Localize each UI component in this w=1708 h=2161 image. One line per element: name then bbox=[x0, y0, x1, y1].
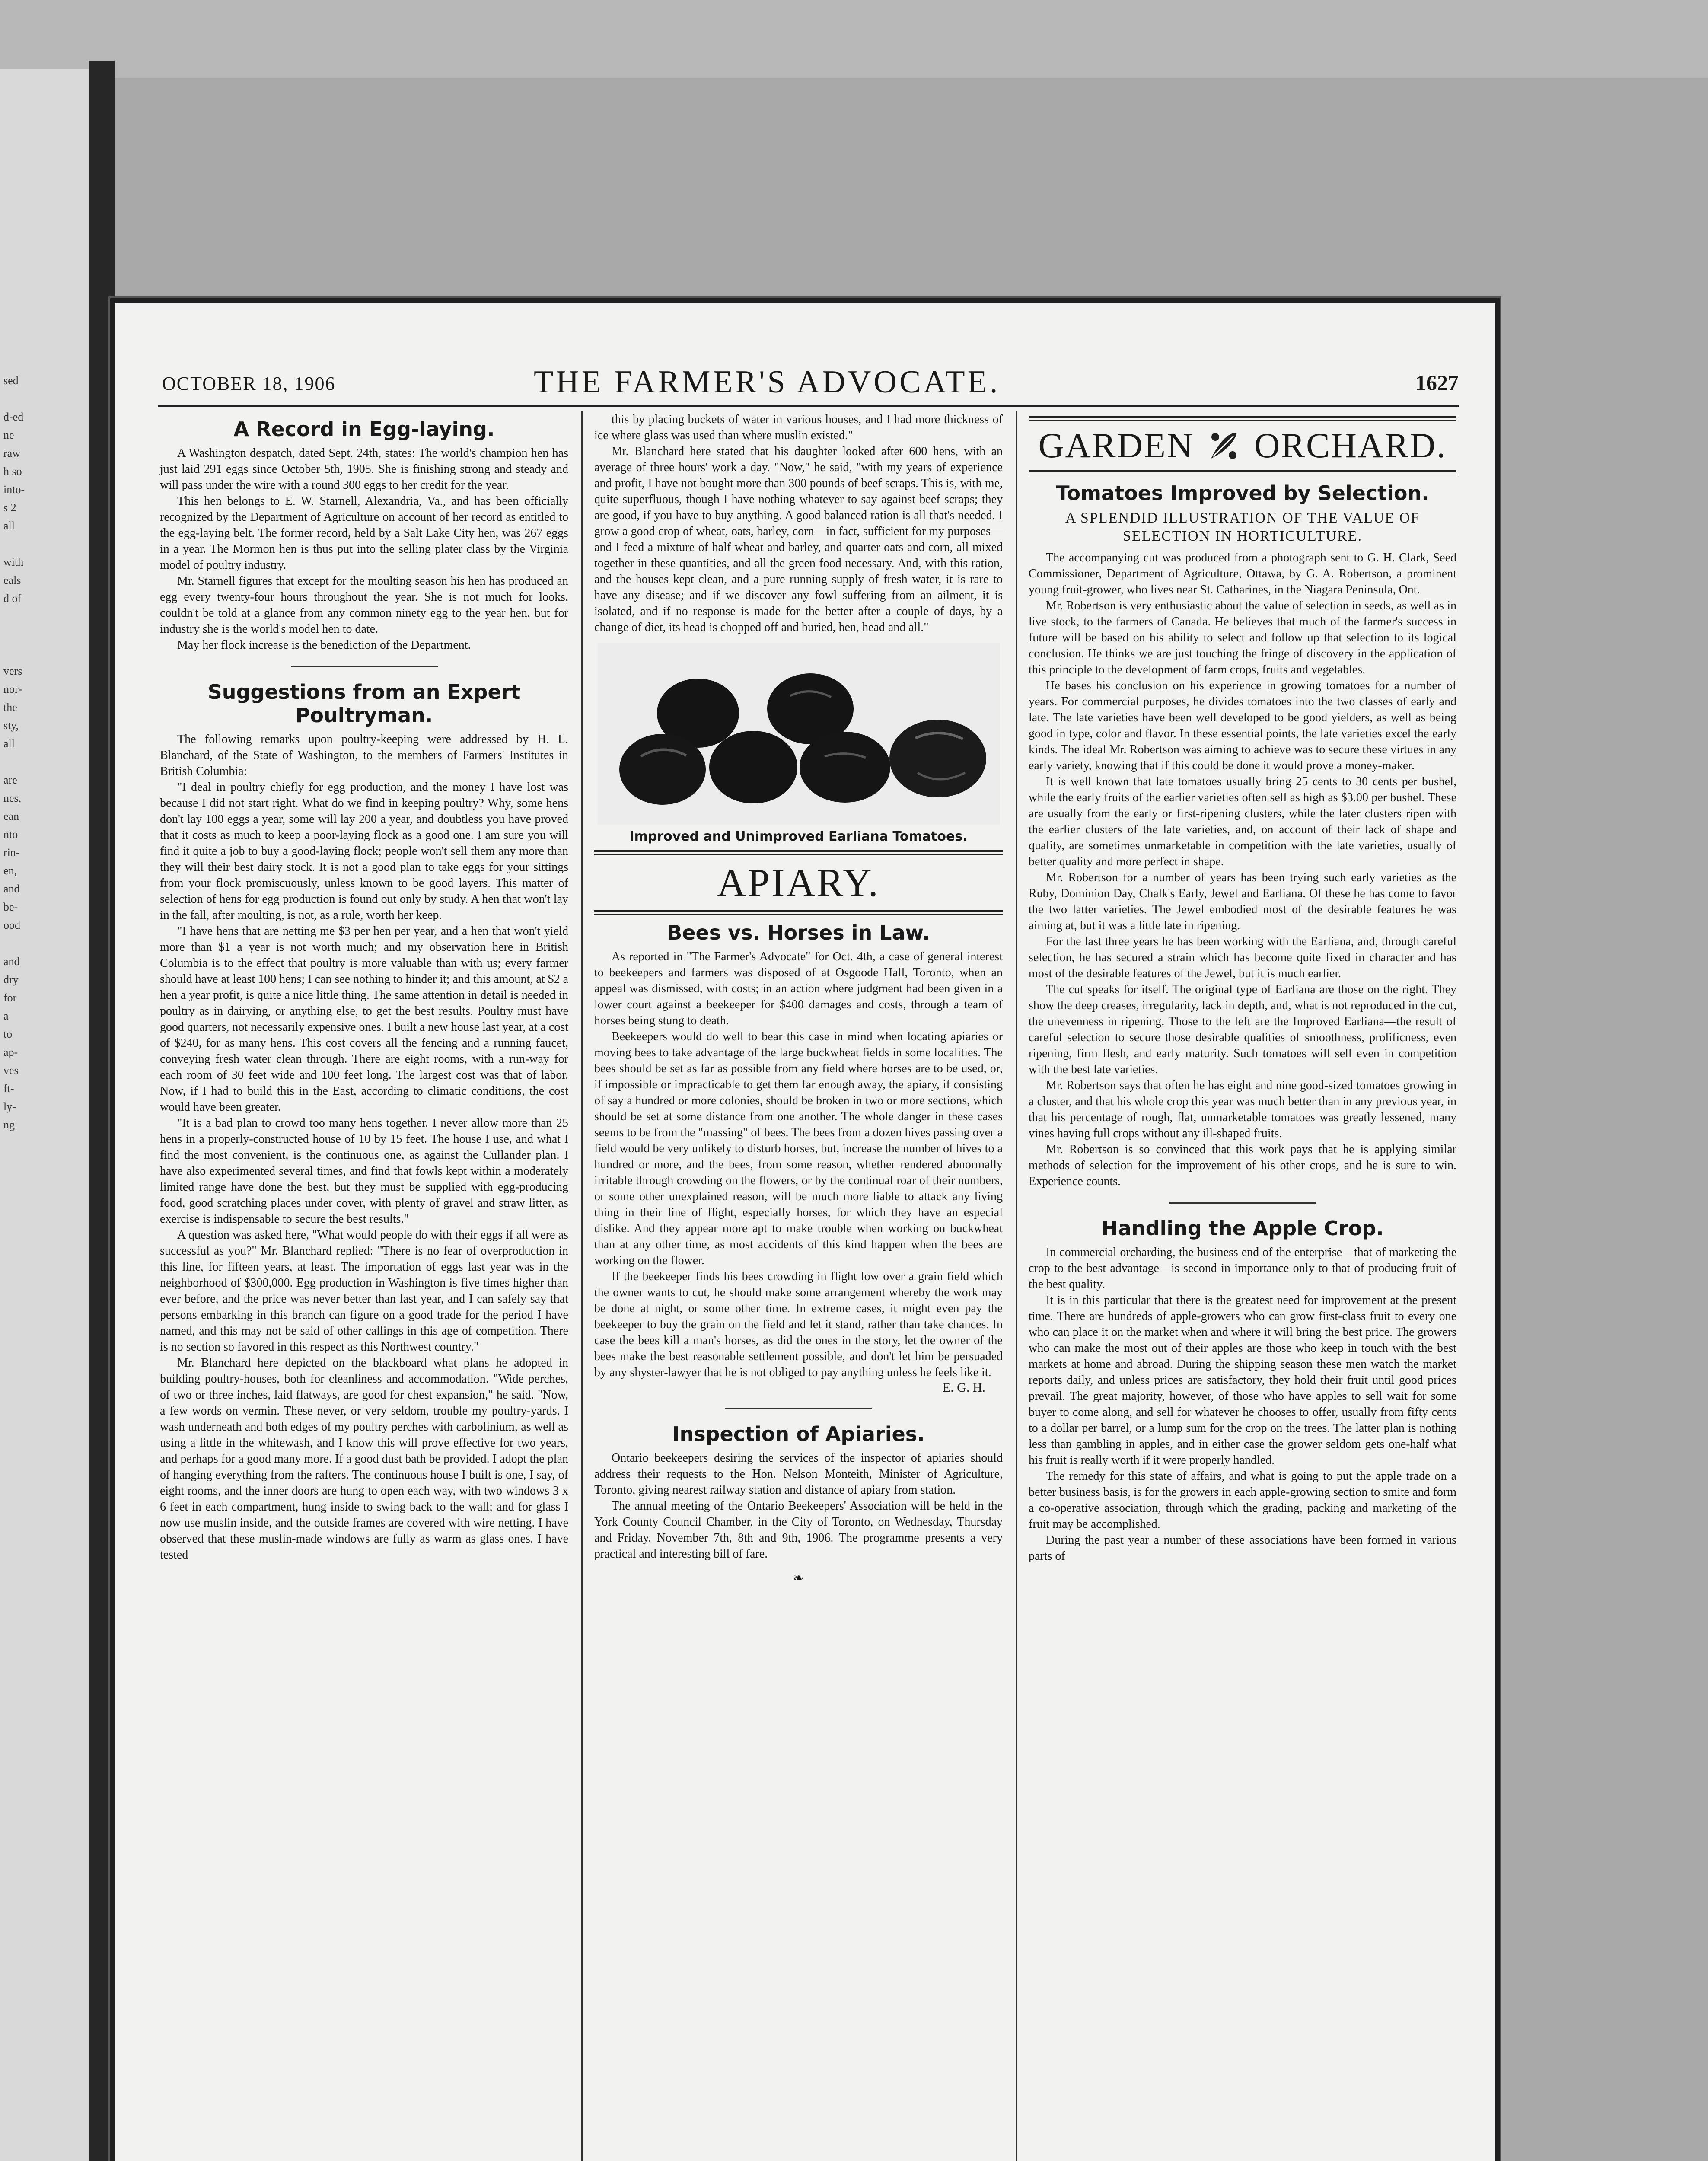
garden-orchard-section-title bbox=[1029, 425, 1456, 466]
paragraph: In commercial orcharding, the business end of the enterprise—that of marketing the crop to the best advantage—is second in importance only to that of producing fruit of the best quality. bbox=[1029, 1246, 1456, 1291]
issue-date: OCTOBER 18, 1906 bbox=[162, 373, 336, 394]
article-title-tomatoes: Tomatoes Improved by Selection. bbox=[1056, 481, 1429, 505]
tomatoes-photo bbox=[598, 643, 1000, 825]
tomatoes-illustration bbox=[598, 643, 1000, 825]
adjacent-fragment-line: nto bbox=[3, 828, 18, 841]
adjacent-fragment-line: ne bbox=[3, 429, 14, 441]
adjacent-page-text bbox=[0, 69, 89, 1134]
paragraph: The following remarks upon poultry-keeping were addressed by H. L. Blanchard, of the State of Washington, to the members of Farmers' Institutes in British Columbia: bbox=[160, 733, 568, 778]
adjacent-fragment-line: raw bbox=[3, 447, 20, 459]
adjacent-fragment-line: be- bbox=[3, 901, 18, 913]
paragraph: "It is a bad plan to crowd too many hens together. I never allow more than 25 hens in a properly-constructed house of 10 by 15 feet. The house I use, and what I find the most convenient, is the continuous one, as against the Cullander plan. I have also experimented several times, and find that fowls kept within a moderately limited range have done the best, but they must be supplied with egg-producing food, good scratching places under cover, with plenty of gravel and straw litter, as exercise is indispensable to secure the best results." bbox=[160, 1116, 568, 1226]
adjacent-fragment-line: s 2 bbox=[3, 501, 16, 514]
article-title-apple-crop: Handling the Apple Crop. bbox=[1101, 1217, 1384, 1240]
paragraph: A question was asked here, "What would people do with their eggs if all were as successful as you?" Mr. Blanchard replied: "There is no fear of overproduction in this line, for fifteen years, at least. The importation of eggs last year was in the neighborhood of $300,000. Egg production in Washington is five times higher than ever before, and the price was never better than last year, and I can safely say that persons embarking in this branch can figure on a good trade for the period I have named, and this may not be said of other callings in this age of competition. There is no section so favored in this respect as this Northwest country." bbox=[160, 1228, 568, 1354]
adjacent-fragment-line: ood bbox=[3, 919, 20, 931]
adjacent-fragment-line: ap- bbox=[3, 1046, 18, 1058]
paragraph: May her flock increase is the benediction of the Department. bbox=[177, 638, 471, 652]
page-number: 1627 bbox=[1415, 370, 1459, 395]
adjacent-fragment-line bbox=[3, 753, 89, 771]
article-continuation bbox=[594, 411, 1003, 635]
article-signature: E. G. H. bbox=[942, 1380, 985, 1395]
column-divider-2 bbox=[1016, 411, 1017, 2161]
adjacent-fragment-line: all bbox=[3, 737, 15, 750]
newspaper-page bbox=[110, 298, 1500, 2161]
adjacent-fragment-line: h so bbox=[3, 465, 22, 478]
article-subtitle-tomatoes: A SPLENDID ILLUSTRATION OF THE VALUE OF SELECTION IN HORTICULTURE. bbox=[1065, 510, 1420, 544]
adjacent-fragment-line: nor- bbox=[3, 683, 22, 695]
paragraph: This hen belongs to E. W. Starnell, Alexandria, Va., and has been officially recognized by the Department of Agriculture on account of her record as entitled to the egg-laying belt. The former record, held by a Salt Lake City hen, was 267 eggs in a year. The Mormon hen is thus put into the selling plater class by the Virginia model of poultry industry. bbox=[160, 494, 568, 572]
adjacent-fragment-line: and bbox=[3, 955, 20, 968]
adjacent-fragment-line: ean bbox=[3, 810, 19, 822]
adjacent-fragment-line: ng bbox=[3, 1119, 15, 1131]
column-divider-1 bbox=[581, 411, 583, 2161]
paragraph: The accompanying cut was produced from a photograph sent to G. H. Clark, Seed Commissioner, Department of Agriculture, Ottawa, by G. A. Robertson, a prominent young fruit-grower, who lives near St. Catharines, in the Niagara Peninsula, Ont. bbox=[1029, 551, 1456, 596]
adjacent-fragment-line: dry bbox=[3, 973, 19, 986]
column-2 bbox=[594, 411, 1003, 1586]
adjacent-fragment-line: to bbox=[3, 1028, 13, 1040]
paragraph: The annual meeting of the Ontario Beekeepers' Association will be held in the York County Council Chamber, in the City of Toronto, on Wednesday, Thursday and Friday, November 7th, 8th and 9th, 1906. The programme presents a very practical and interesting bill of fare. bbox=[594, 1499, 1003, 1561]
adjacent-fragment-line: ly- bbox=[3, 1100, 16, 1113]
article-title-poultryman: Suggestions from an Expert Poultryman. bbox=[207, 680, 521, 727]
adjacent-fragment-line bbox=[3, 608, 89, 626]
adjacent-fragment-line bbox=[3, 626, 89, 644]
paragraph: this by placing buckets of water in various houses, and I had more thickness of ice where glass was used than where muslin existed." bbox=[594, 413, 1003, 442]
section-rule-bottom bbox=[594, 910, 1003, 915]
article-body-bees-horses bbox=[594, 949, 1003, 1380]
article-separator bbox=[1169, 1202, 1316, 1204]
article-body-egg-laying bbox=[160, 445, 568, 653]
end-ornament: ❧ bbox=[793, 1571, 804, 1585]
adjacent-fragment-line: sed bbox=[3, 374, 19, 387]
adjacent-fragment-line: d-ed bbox=[3, 411, 24, 423]
adjacent-fragment-line: the bbox=[3, 701, 17, 714]
paragraph: It is well known that late tomatoes usually bring 25 cents to 30 cents per bushel, while the early fruits of the earlier varieties often sell as high as $3.00 per bushel. These are usually from the early or first-ripening clusters, while the later clusters ripen with the earlier clusters of the late varieties, and, on account of their lack of shape and quality, are sometimes unmarketable in competition with the late varieties, usually of better quality and more perfect in shape. bbox=[1029, 775, 1456, 868]
column-3 bbox=[1029, 411, 1456, 1564]
section-rule-top bbox=[594, 850, 1003, 855]
adjacent-fragment-line: are bbox=[3, 774, 17, 786]
paragraph: Ontario beekeepers desiring the services of the inspector of apiaries should address their requests to the Hon. Nelson Monteith, Minister of Agriculture, Toronto, giving nearest railway station and distance of apiary from station. bbox=[594, 1451, 1003, 1497]
paragraph: For the last three years he has been working with the Earliana, and, through careful selection, he has secured a strain which has become quite fixed in character and has most of the desirable features of the Jewel, but it is much earlier. bbox=[1029, 935, 1456, 980]
article-title-egg-laying: A Record in Egg-laying. bbox=[233, 418, 495, 441]
article-body-apple-crop bbox=[1029, 1244, 1456, 1564]
column-1 bbox=[160, 411, 568, 1563]
adjacent-fragment-line: ft- bbox=[3, 1082, 14, 1095]
paragraph: Mr. Starnell figures that except for the moulting season his hen has produced an egg every twenty-four hours throughout the year. She is not much for looks, couldn't be told at a glance from any common ninety egg to the year hen, but for industry she is the world's model hen to date. bbox=[160, 574, 568, 636]
photo-caption: Improved and Unimproved Earliana Tomatoes. bbox=[629, 829, 968, 844]
paragraph: A Washington despatch, dated Sept. 24th, states: The world's champion hen has just laid 291 eggs since October 5th, 1905. She is finishing strong and steady and will pass under the wire with a round 300 eggs to her credit for the year. bbox=[160, 446, 568, 492]
adjacent-fragment-line bbox=[3, 934, 89, 953]
adjacent-fragment-line: rin- bbox=[3, 846, 20, 859]
adjacent-fragment-line bbox=[3, 644, 89, 662]
paragraph: If the beekeeper finds his bees crowding in flight low over a grain field which the owner wants to cut, he should make some arrangement whereby the work may be done at night, or some other time. In extreme cases, it might even pay the beekeeper to buy the grain on the field and let it stand, rather than take chances. In case the bees kill a man's horses, as did the ones in the story, let the owner of the bees make the best reasonable settlement possible, and don't let him be persuaded by any shyster-lawyer that he is not obliged to pay anything unless he feels like it. bbox=[594, 1270, 1003, 1379]
article-separator bbox=[725, 1408, 872, 1409]
adjacent-fragment-line: a bbox=[3, 1010, 9, 1022]
publication-title: THE FARMER'S ADVOCATE. bbox=[534, 364, 1001, 400]
paragraph: He bases his conclusion on his experience in growing tomatoes for a number of years. For commercial purposes, he divides tomatoes into the two classes of early and late. The late varieties have been well developed to be good yielders, as well as being good in type, color and flavor. In these essential points, the late varieties excel the early kinds. The ideal Mr. Robertson was aiming to achieve was to secure these virtues in any early variety, knowing that if this could be done it would prove a money-maker. bbox=[1029, 679, 1456, 772]
adjacent-fragment-line: eals bbox=[3, 574, 21, 586]
adjacent-fragment-line: into- bbox=[3, 483, 25, 496]
paragraph: "I have hens that are netting me $3 per hen per year, and a hen that won't yield more than $1 a year is not worth much; and my observation here in British Columbia is to the effect that poultry is more valuable than with us; every farmer should have at least 100 hens; I can see nothing to hinder it; and this amount, at $2 a hen a year profit, is quite a nice little thing. The same attention in detail is needed in poultry as in dairying, or anything else, to get the best results. Poultry must have good quarters, not necessarily expensive ones. I built a new house last year, at a cost of $240, for as many hens. This cost covers all the fencing and a running faucet, conveying fresh water clean through. There are eight rooms, with a run-way for each room of 30 feet wide and 100 feet long. The largest cost was that of labor. Now, if I had to build this in the East, according to climatic conditions, the cost would have been greater. bbox=[160, 924, 568, 1114]
paragraph: Mr. Robertson says that often he has eight and nine good-sized tomatoes growing in a cluster, and that his whole crop this year was much better than in any previous year, in that his percentage of rough, flat, unmarketable tomatoes was greatly lessened, many vines having full crops without any ill-shaped fruits. bbox=[1029, 1079, 1456, 1140]
paragraph: Beekeepers would do well to bear this case in mind when locating apiaries or moving bees to take advantage of the large buckwheat fields in some localities. The bees should be set as far as possible from any field where horses are to be used, or, if impossible or impracticable to get them far enough away, the apiary, if consisting of say a hundred or more colonies, should be broken in two or more sections, which should be set at some distance from one another. The whole danger in these cases seems to be from the "massing" of bees. The bees from a dozen hives passing over a field would be very unlikely to disturb horses, but, increase the number of hives to a hundred or more, and the bees, from some reason, whether rendered abnormally irritable through crowding on the flowers, or by the continual roar of their numbers, or some other unexplained reason, will be much more liable to attack any living thing in their line of flight, especially horses, for which they have an especial dislike. And they appear more apt to make trouble when working on buckwheat than at any other time, as most accidents of this kind happen when the bees are working on the flower. bbox=[594, 1030, 1003, 1267]
adjacent-fragment-line bbox=[3, 535, 89, 553]
article-separator bbox=[291, 666, 438, 667]
header-rule bbox=[158, 405, 1459, 407]
page-header bbox=[162, 364, 1459, 403]
section-rule-top bbox=[1029, 416, 1456, 421]
paragraph: The remedy for this state of affairs, and what is going to put the apple trade on a better business basis, is for the growers in each apple-growing section to smite and form a co-operative association, through which the grading, packing and marketing of the fruit may be accomplished. bbox=[1029, 1469, 1456, 1531]
section-rule-bottom bbox=[1029, 470, 1456, 475]
article-title-inspection: Inspection of Apiaries. bbox=[672, 1422, 925, 1446]
adjacent-page-fragment bbox=[0, 69, 98, 2161]
adjacent-fragment-line: d of bbox=[3, 592, 22, 605]
adjacent-fragment-line: and bbox=[3, 883, 20, 895]
adjacent-fragment-line: sty, bbox=[3, 719, 19, 732]
adjacent-fragment-line: for bbox=[3, 991, 17, 1004]
paragraph: As reported in "The Farmer's Advocate" for Oct. 4th, a case of general interest to beekeepers and farmers was disposed of at Osgoode Hall, Toronto, when an appeal was dismissed, with costs; in an action where judgment had been given in a lower court against a beekeeper for $400 damages and costs, through a team of horses being stung to death. bbox=[594, 950, 1003, 1027]
apiary-section-title: APIARY. bbox=[717, 861, 880, 905]
scanner-background-top bbox=[0, 0, 1708, 78]
paragraph: Mr. Robertson is so convinced that this work pays that he is applying similar methods of selection for the improvement of his other crops, and he is sure to win. Experience counts. bbox=[1029, 1143, 1456, 1188]
adjacent-fragment-line bbox=[3, 390, 89, 408]
article-title-bees-horses: Bees vs. Horses in Law. bbox=[667, 921, 930, 944]
adjacent-fragment-line: all bbox=[3, 520, 15, 532]
paragraph: Mr. Blanchard here depicted on the blackboard what plans he adopted in building poultry-houses, both for cleanliness and accommodation. "Wide perches, of two or three inches, laid flatways, are good for chest expansion," he said. "Now, a few words on vermin. These never, or very seldom, trouble my poultry-yards. I wash underneath and both edges of my poultry perches with carbolinium, as well as using a little in the whitewash, and I know this will prove effective for two years, and perhaps for a good many more. If a good dust bath be provided. I adopt the plan of hanging everything from the rafters. The continuous house I built is one, I say, of eight rooms, and the inner doors are hung to open each way, with two windows 3 x 6 feet in each compartment, hung inside to swing back to the wall; and for glass I now use muslin inside, and the outside frames are covered with wire netting. I have observed that these muslin-made windows are fully as warm as glass ones. I have tested bbox=[160, 1356, 568, 1562]
adjacent-fragment-line: vers bbox=[3, 665, 22, 677]
article-body-inspection bbox=[594, 1450, 1003, 1562]
section-title-right: ORCHARD. bbox=[1254, 426, 1447, 465]
adjacent-fragment-line: with bbox=[3, 556, 24, 568]
leaf-ornament-icon bbox=[1207, 428, 1241, 463]
section-title-left: GARDEN bbox=[1038, 426, 1194, 465]
paragraph: "I deal in poultry chiefly for egg production, and the money I have lost was because I did not start right. What do we find in keeping poultry? Why, some hens don't lay 100 eggs a year, some will lay 200 a year, and doubtless you have proved that it costs as much to keep a poor-laying flock as a good one. I am sure you will find it quite a job to buy a good-laying flock; people won't sell them any more than they will their best dairy stock. It is not a good plan to take eggs for your sittings from your flock promiscuously, unless known to be good layers. This matter of selection of hens for egg production is found out only by study. A hen that won't lay in the fall, after moulting, is not, as a rule, worth her keep. bbox=[160, 781, 568, 922]
adjacent-fragment-line: ves bbox=[3, 1064, 19, 1077]
paragraph: Mr. Robertson for a number of years has been trying such early varieties as the Ruby, Dominion Day, Chalk's Early, Jewel and Earliana. Of these he has come to favor the two latter varieties. The Jewel embodied most of the desirable features he was aiming at, but it was a little late in ripening. bbox=[1029, 871, 1456, 932]
paragraph: Mr. Blanchard here stated that his daughter looked after 600 hens, with an average of three hours' work a day. "Now," he said, "with my years of experience and profit, I have not bought more than 300 pounds of beef scraps. This is, with me, quite superfluous, though I have nothing whatever to say against beef scraps; they are good, if you have to buy anything. A good balanced ration is all that's needed. I grow a good crop of wheat, oats, barley, corn—in fact, sufficient for my purposes—and I feed a mixture of half wheat and barley, and quarter oats and corn, all mixed together in these quantities, and all the green food necessary. And, with this ration, and the houses kept clean, and a pure running supply of fresh water, it is rare to have any disease; and if we discover any fowl suffering from an ailment, it is isolated, and if no response is made for the better after a couple of days, by a change of diet, its head is chopped off and buried, hen, head and all." bbox=[594, 445, 1003, 634]
paragraph: The cut speaks for itself. The original type of Earliana are those on the right. They show the deep creases, irregularity, lack in depth, and, what is not reproduced in the cut, the unevenness in ripening. Those to the left are the Improved Earliana—the result of careful selection to secure those desirable qualities of smoothness, prolificness, even ripening, firm flesh, and early maturity. Such tomatoes will sell even in competition with the best late varieties. bbox=[1029, 983, 1456, 1076]
paragraph: During the past year a number of these associations have been formed in various parts of bbox=[1029, 1533, 1456, 1563]
article-body-poultryman bbox=[160, 731, 568, 1563]
paragraph: Mr. Robertson is very enthusiastic about the value of selection in seeds, as well as in live stock, to the farmers of Canada. He believes that much of the farmer's success in future will be based on his ability to select and follow up that selection to its logical conclusion. He thinks we are just touching the fringe of discovery in the application of this principle to the development of farm crops, fruits and vegetables. bbox=[1029, 599, 1456, 676]
adjacent-fragment-line: nes, bbox=[3, 792, 22, 804]
paragraph: It is in this particular that there is the greatest need for improvement at the present time. There are hundreds of apple-growers who can grow first-class fruit to every one who can place it on the market when and where it will bring the best price. The growers who can make the most out of their apples are those who keep in touch with the best markets at home and abroad. During the shipping season these men watch the market reports daily, and unless prices are satisfactory, they hold their fruit until good prices prevail. The great majority, however, of those who have apples to sell wait for some buyer to come along, and sell for whatever he chooses to offer, usually from fifty cents to a dollar per barrel, or a lump sum for the crop on the trees. The latter plan is nothing less than gambling in apples, and in either case the grower seldom gets one-half what his fruit is really worth if it were properly handled. bbox=[1029, 1294, 1456, 1467]
article-body-tomatoes bbox=[1029, 550, 1456, 1189]
adjacent-fragment-line: en, bbox=[3, 864, 17, 877]
